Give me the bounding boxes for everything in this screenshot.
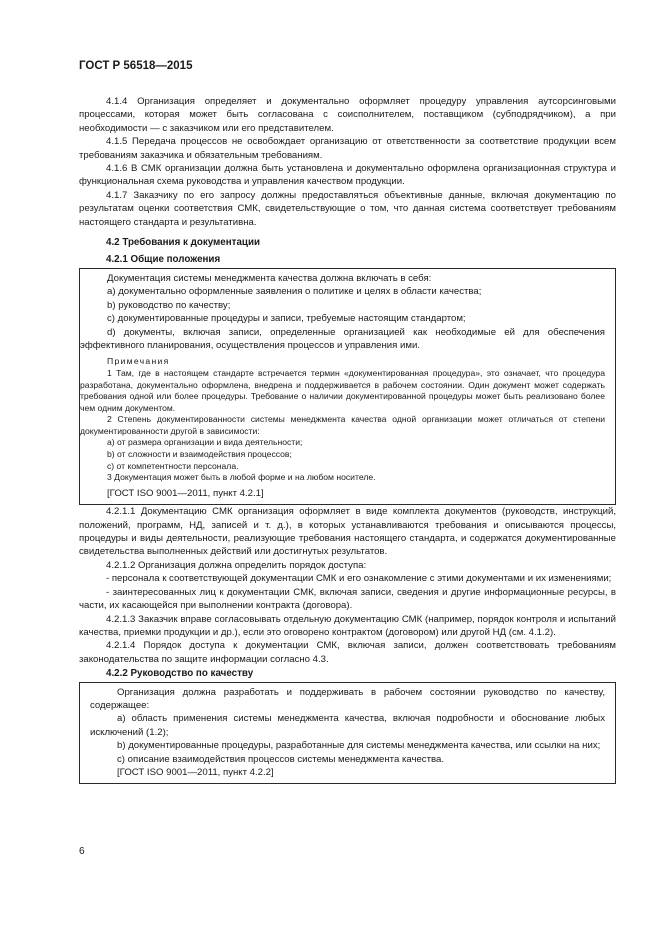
quote-box-iso-4-2-1 <box>79 268 616 505</box>
quote-box-iso-4-2-2 <box>79 682 616 785</box>
box2-reference: [ГОСТ ISO 9001—2011, пункт 4.2.2] <box>117 766 274 778</box>
paragraph-4-1-4: 4.1.4 Организация определяет и документально оформляет процедуру управления аутсорсинговыми процессами, которая может быть согласована с соисполнителем, поставщиком (субподрядчиком), а при необходимости — с заказчиком или его представителем. <box>79 96 616 134</box>
box-reference: [ГОСТ ISO 9001—2011, пункт 4.2.1] <box>107 487 264 499</box>
box-item-d: d) документы, включая записи, определенные организацией как необходимые ей для обеспечения эффективного планирования, осуществления процессов и управления ими. <box>80 326 605 351</box>
box2-item-c: c) описание взаимодействия процессов системы менеджмента качества. <box>117 753 444 765</box>
note-2: 2 Степень документированности системы менеджмента качества одной организации может отличаться от степени документированности другой в зависимости: <box>80 414 605 436</box>
access-item-personnel: - персонала к соответствующей документации СМК и его ознакомление с этими документами и их изменениями; <box>106 573 612 585</box>
paragraph-4-2-1-2: 4.2.1.2 Организация должна определить порядок доступа: <box>106 559 367 571</box>
page-content <box>79 95 616 784</box>
document-header: ГОСТ Р 56518—2015 <box>79 60 193 72</box>
paragraph-4-1-7: 4.1.7 Заказчику по его запросу должны предоставляться объективные данные, включая документацию по результатам оценки соответствия СМК, свидетельствующие о том, что данная система соответствует требованиям настоящего стандарта и результативна. <box>79 189 616 228</box>
note-2-item-c: c) от компетентности персонала. <box>107 460 239 471</box>
box-item-b: b) руководство по качеству; <box>107 299 231 311</box>
box2-lead: Организация должна разработать и поддерживать в рабочем состоянии руководство по качеству, содержащее: <box>90 686 605 711</box>
note-2-item-a: a) от размера организации и вида деятельности; <box>107 437 303 448</box>
note-2-item-b: b) от сложности и взаимодействия процессов; <box>107 449 292 460</box>
box2-item-b: b) документированные процедуры, разработанные для системы менеджмента качества, или ссылки на них; <box>117 740 601 752</box>
section-heading-4-2-1: 4.2.1 Общие положения <box>106 254 221 266</box>
note-1: 1 Там, где в настоящем стандарте встречается термин «документированная процедура», это означает, что процедура разработана, документально оформлена, внедрена и поддерживается в рабочем состоянии. Один документ может содержать требования одной или более процедуры. Требование о наличии документированной процедуры может быть реализовано более чем одним документом. <box>80 367 605 413</box>
note-3: 3 Документация может быть в любой форме и на любом носителе. <box>107 472 376 483</box>
notes-heading: Примечания <box>107 356 170 367</box>
paragraph-4-2-1-3: 4.2.1.3 Заказчик вправе согласовывать отдельную документацию СМК (например, порядок контроля и испытаний качества, приемки продукции и др.), если это оговорено контрактом (договором) или другой НД (см. 4.1.2). <box>79 613 616 638</box>
box-lead: Документация системы менеджмента качества должна включать в себя: <box>107 272 432 284</box>
section-heading-4-2: 4.2 Требования к документации <box>106 237 260 249</box>
page-number: 6 <box>79 846 85 857</box>
box-item-c: c) документированные процедуры и записи, требуемые настоящим стандартом; <box>107 313 466 325</box>
access-item-stakeholders: - заинтересованных лиц к документации СМК, включая записи, сведения и другие информационные ресурсы, в части, их касающейся при выполнении контракта (договора). <box>79 586 616 612</box>
paragraph-4-1-5: 4.1.5 Передача процессов не освобождает организацию от ответственности за соответствие продукции всем требованиям заказчика и обязательным требованиям. <box>79 136 616 161</box>
paragraph-4-2-1-1: 4.2.1.1 Документацию СМК организация оформляет в виде комплекта документов (руководств, инструкций, положений, программ, НД, записей и т. д.), в которых устанавливаются требования и описываются процессы, процедуры и виды деятельности, реализующие требования настоящего стандарта, и содержатся документированные свидетельства выполненных действий или достигнутых результатов. <box>79 506 616 558</box>
box-item-a: a) документально оформленные заявления о политике и целях в области качества; <box>107 286 482 298</box>
paragraph-4-1-6: 4.1.6 В СМК организации должна быть установлена и документально оформлена организационная структура и функциональная схема руководства и управления качеством продукции. <box>79 163 616 188</box>
box2-item-a: a) область применения системы менеджмента качества, включая подробности и обоснование любых исключений (1.2); <box>90 713 605 738</box>
paragraph-4-2-1-4: 4.2.1.4 Порядок доступа к документации СМК, включая записи, должен соответствовать требованиям законодательства по защите информации согласно 4.3. <box>79 640 616 665</box>
section-heading-4-2-2: 4.2.2 Руководство по качеству <box>106 668 254 680</box>
